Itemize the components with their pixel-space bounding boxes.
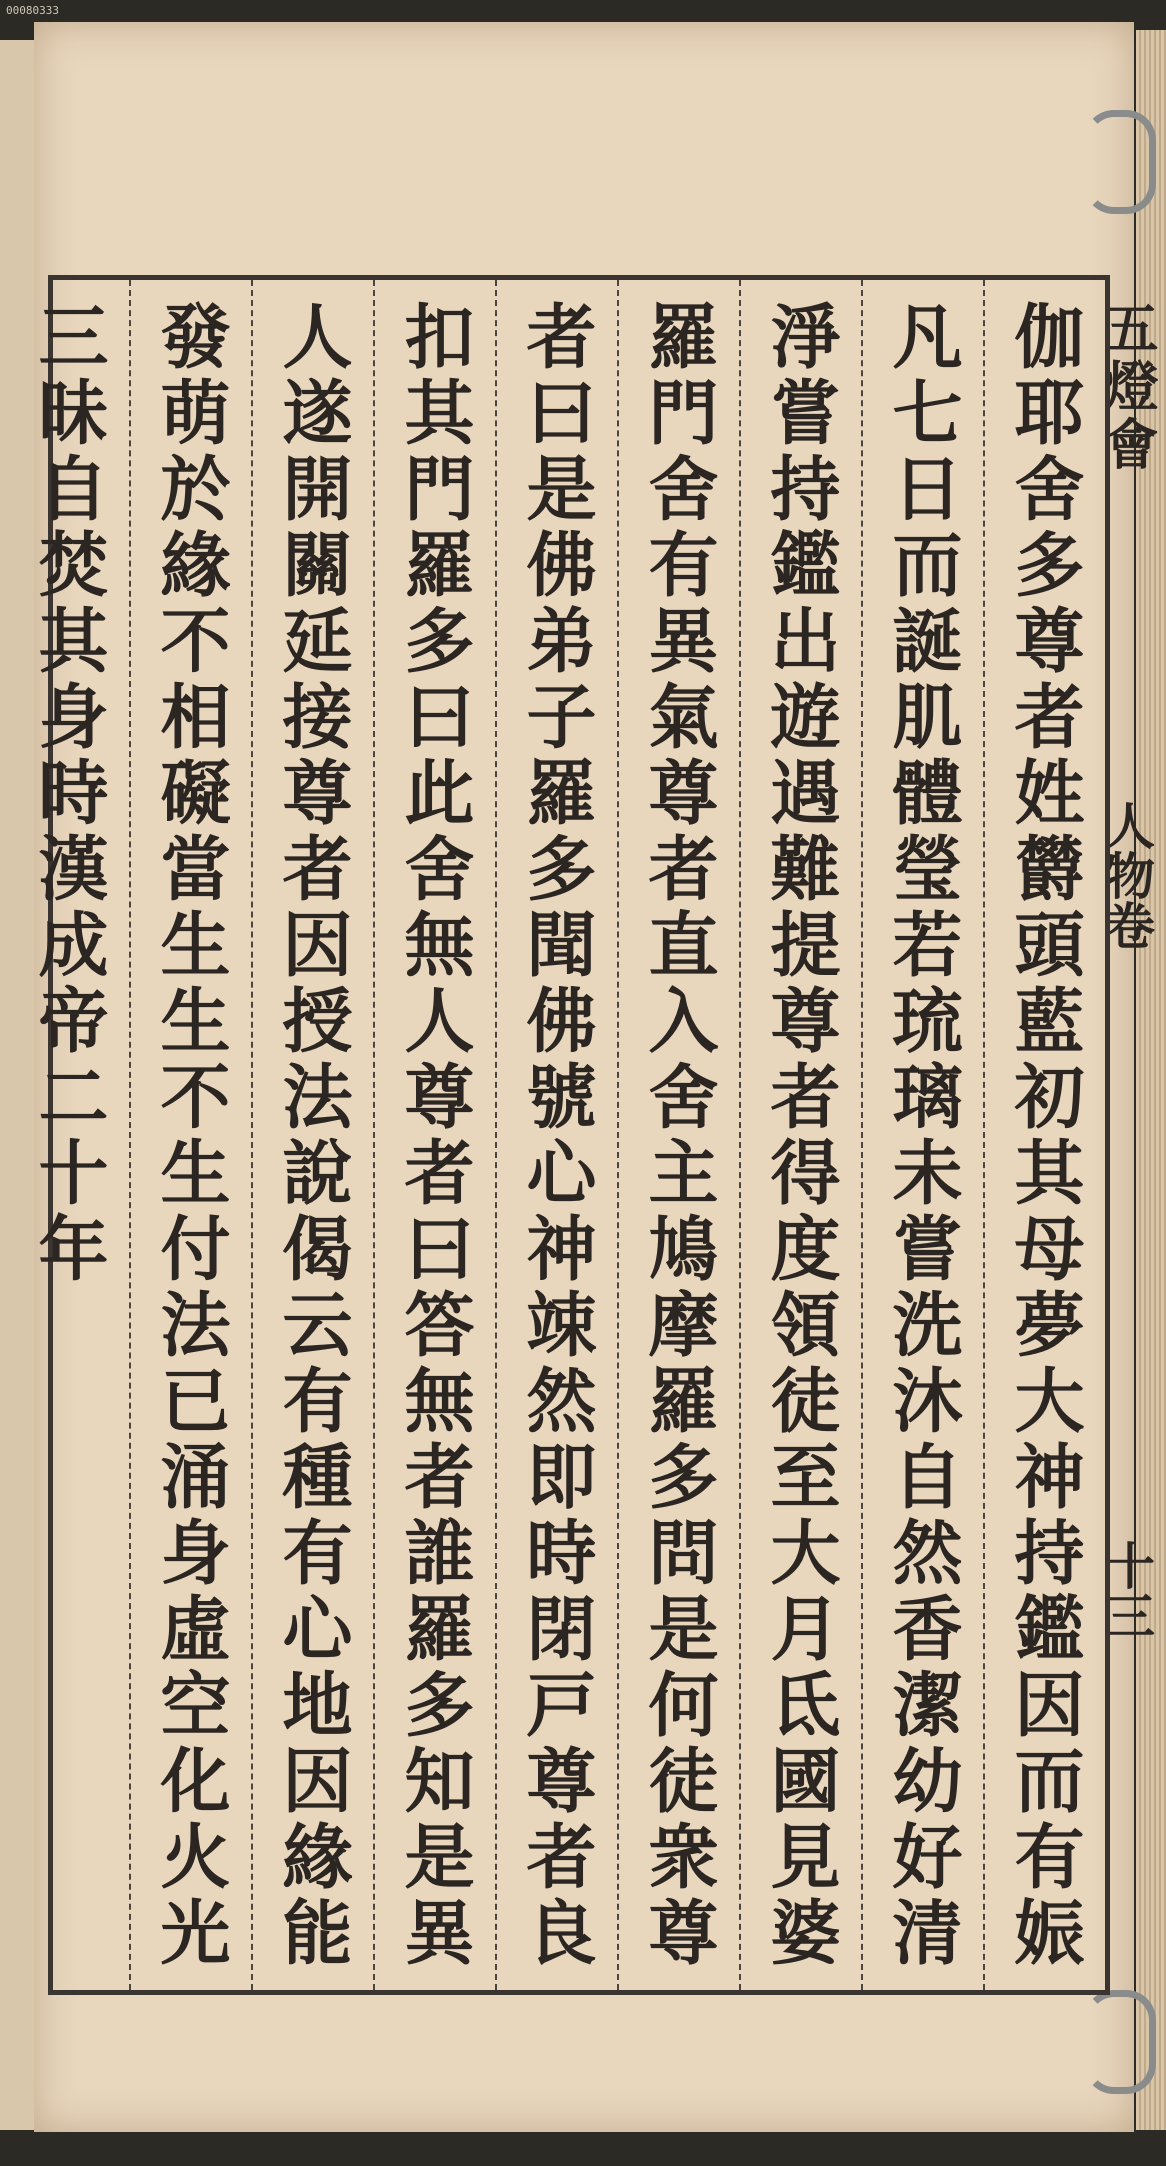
text-column-1 [983,280,1105,1990]
text-column-3 [739,280,863,1990]
column-text: 者曰是佛弟子羅多聞佛號心神竦然即時閉戸尊者良 [515,300,598,1972]
column-text: 三昧自焚其身時漢成帝二十年 [27,300,110,1288]
binding-ring-bottom [1084,1990,1156,2094]
text-column-2 [861,280,985,1990]
binding-ring-top [1084,110,1156,214]
column-text: 發萌於緣不相礙當生生不生付法已涌身虛空化火光 [149,300,232,1972]
margin-title: 五燈會 [1096,300,1160,474]
text-frame [27,275,1110,1995]
column-text: 凡七日而誕肌體瑩若琉璃未嘗洗沐自然香潔幼好清 [881,300,964,1972]
margin-page-number: 十三 [1097,1540,1156,1640]
column-text: 扣其門羅多曰此舍無人尊者曰答無者誰羅多知是異 [393,300,476,1972]
column-text: 淨嘗持鑑出遊遇難提尊者得度領徒至大月氐國見婆 [759,300,842,1972]
text-column-4 [617,280,741,1990]
text-column-6 [373,280,497,1990]
column-text: 伽耶舍多尊者姓欝頭藍初其母夢大神持鑑因而有娠 [1003,300,1086,1972]
text-column-7 [251,280,375,1990]
text-column-9 [7,280,131,1990]
margin-volume: 人物卷 [1097,800,1156,950]
column-text: 人遂開關延接尊者因授法說偈云有種有心地因緣能 [271,300,354,1972]
column-text: 羅門舍有異氣尊者直入舍主鳩摩羅多問是何徒衆尊 [637,300,720,1972]
text-column-5 [495,280,619,1990]
text-column-8 [129,280,253,1990]
page-id: 00080333 [6,4,59,17]
